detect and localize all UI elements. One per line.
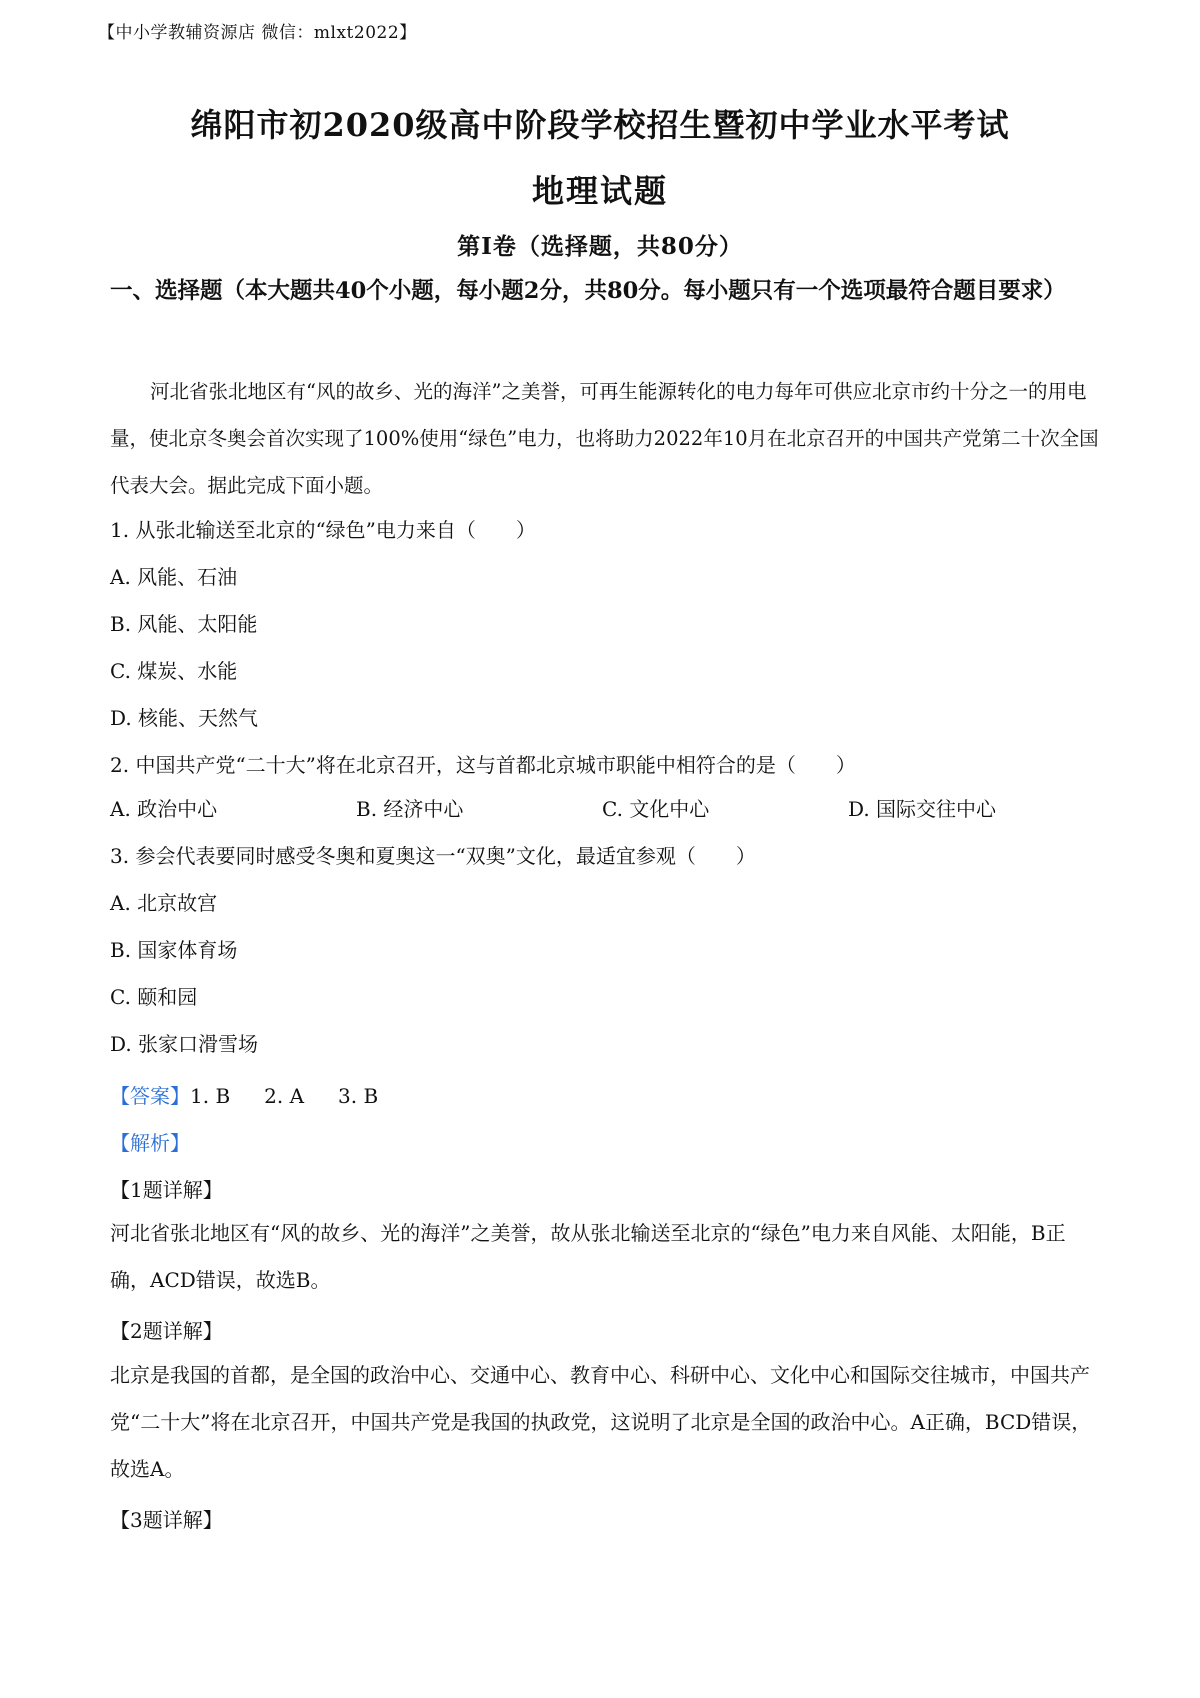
q2-stem: 2. 中国共产党“二十大”将在北京召开，这与首都北京城市职能中相符合的是（ ）: [110, 753, 856, 777]
answer-1: 1. B: [190, 1084, 231, 1108]
q3-option-a: A. 北京故宫: [110, 891, 218, 915]
q1-option-a: A. 风能、石油: [110, 565, 238, 589]
detail-1-label: 【1题详解】: [110, 1178, 223, 1202]
q1-option-b: B. 风能、太阳能: [110, 612, 258, 636]
exam-subtitle: 地理试题: [531, 172, 668, 210]
q2-option-d: D. 国际交往中心: [848, 797, 997, 821]
analysis-label: 【解析】: [110, 1131, 190, 1155]
q2-option-a: A. 政治中心: [110, 797, 218, 821]
passage: 河北省张北地区有“风的故乡、光的海洋”之美誉，可再生能源转化的电力每年可供应北京市约十分之一的用电量，使北京冬奥会首次实现了100%使用“绿色”电力，也将助力2022年10月在北京召开的中国共产党第二十次全国代表大会。据此完成下面小题。: [110, 380, 1099, 497]
answer-3: 3. B: [338, 1084, 379, 1108]
q1-option-d: D. 核能、天然气: [110, 706, 259, 730]
header-note: 【中小学教辅资源店 微信：mlxt2022】: [98, 23, 417, 43]
part-title: 第Ⅰ卷（选择题，共80分）: [457, 233, 743, 260]
answer-line: [110, 1080, 378, 1109]
q3-option-c: C. 颐和园: [110, 985, 198, 1009]
detail-2-text: 北京是我国的首都，是全国的政治中心、交通中心、教育中心、科研中心、文化中心和国际交往城市，中国共产党“二十大”将在北京召开，中国共产党是我国的执政党，这说明了北京是全国的政治中心。A正确，BCD错误，故选A。: [110, 1363, 1092, 1481]
q3-option-d: D. 张家口滑雪场: [110, 1032, 259, 1056]
q1-option-c: C. 煤炭、水能: [110, 659, 238, 683]
detail-1-text: 河北省张北地区有“风的故乡、光的海洋”之美誉，故从张北输送至北京的“绿色”电力来自风能、太阳能，B正确，ACD错误，故选B。: [110, 1221, 1066, 1292]
q1-stem: 1. 从张北输送至北京的“绿色”电力来自（ ）: [110, 518, 536, 542]
section-heading: 一、选择题（本大题共40个小题，每小题2分，共80分。每小题只有一个选项最符合题目要求）: [110, 278, 1066, 304]
answer-2: 2. A: [264, 1084, 305, 1108]
q3-stem: 3. 参会代表要同时感受冬奥和夏奥这一“双奥”文化，最适宜参观（ ）: [110, 844, 756, 868]
q2-option-c: C. 文化中心: [602, 797, 710, 821]
detail-3-label: 【3题详解】: [110, 1508, 223, 1532]
answer-label: 【答案】: [110, 1084, 190, 1108]
q2-option-b: B. 经济中心: [356, 797, 464, 821]
detail-2-label: 【2题详解】: [110, 1319, 223, 1343]
q3-option-b: B. 国家体育场: [110, 938, 238, 962]
exam-title: 绵阳市初2020级高中阶段学校招生暨初中学业水平考试: [190, 106, 1010, 144]
q2-options: [110, 793, 1100, 823]
